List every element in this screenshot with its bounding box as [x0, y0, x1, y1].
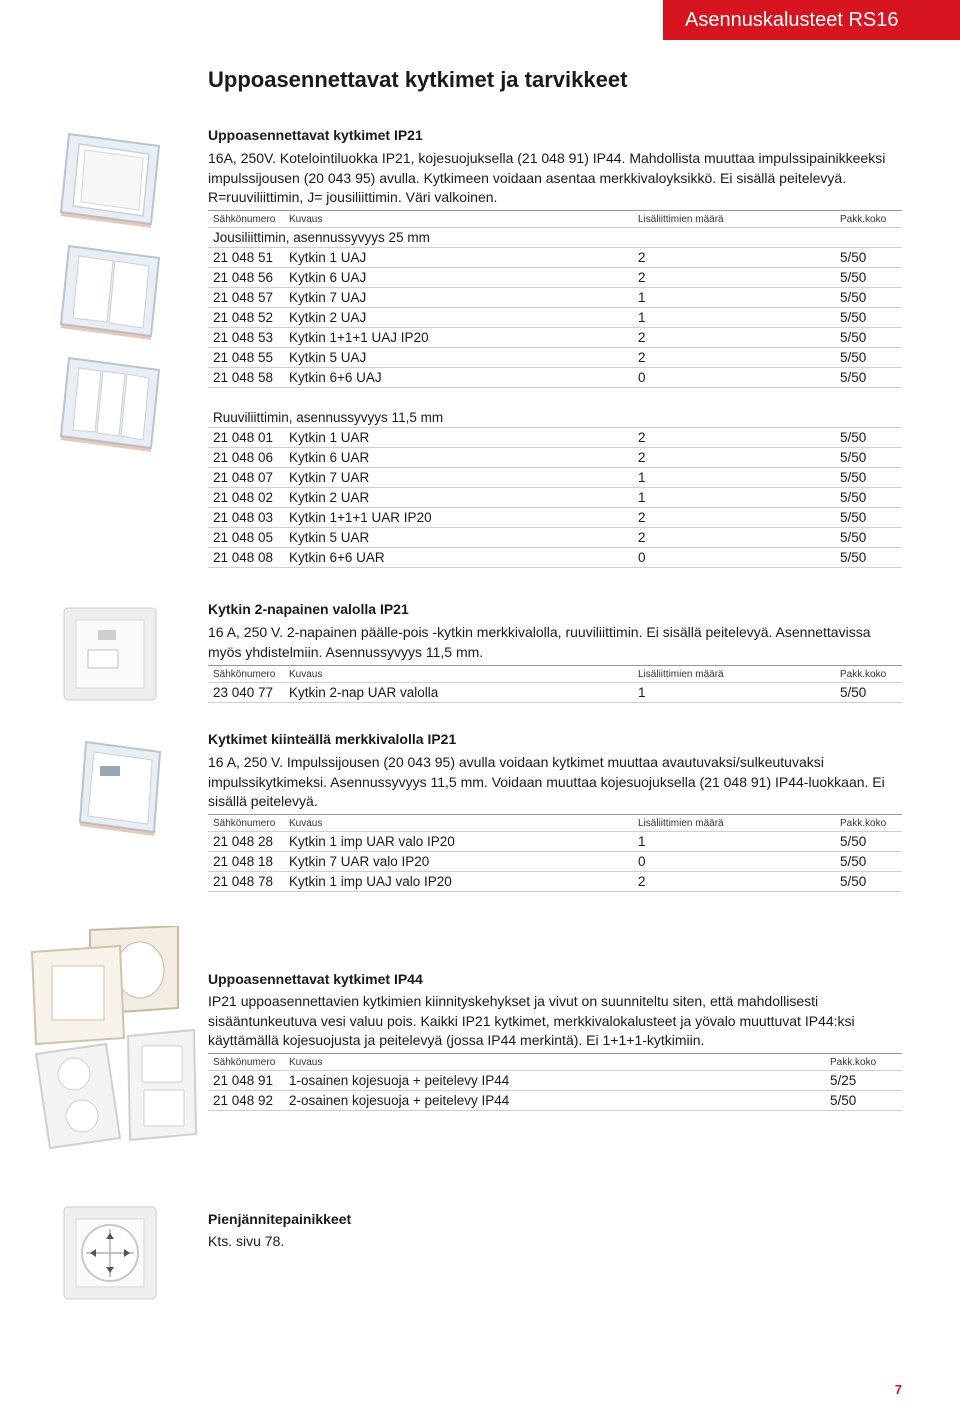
2pole-table-body [208, 683, 902, 703]
table-row [208, 1071, 902, 1091]
switch-double-image [55, 240, 165, 340]
table-cell: 5/50 [835, 308, 902, 328]
switch-2pole-light-image [62, 606, 158, 702]
table-cell: 21 048 01 [208, 428, 284, 448]
col-sahkonumero: Sähkönumero [208, 1054, 284, 1071]
table-cell: 2 [633, 448, 835, 468]
table-cell: Kytkin 7 UAR valo IP20 [284, 852, 633, 872]
table-cell: 23 040 77 [208, 683, 284, 703]
table-cell: 21 048 91 [208, 1071, 284, 1091]
table-cell: Kytkin 6 UAR [284, 448, 633, 468]
col-lisaliittimien: Lisäliittimien määrä [633, 666, 835, 683]
table-cell: Kytkin 1 imp UAJ valo IP20 [284, 872, 633, 892]
table-row [208, 348, 902, 368]
switch-fixed-light-image [78, 738, 164, 836]
table-row [208, 528, 902, 548]
table-cell: 21 048 55 [208, 348, 284, 368]
table-cell: 1 [633, 288, 835, 308]
table-cell: 2 [633, 348, 835, 368]
table-cell: 21 048 51 [208, 248, 284, 268]
table-spacer-cell [208, 388, 902, 409]
table-cell: 21 048 08 [208, 548, 284, 568]
header-brand-label: Asennuskalusteet RS16 [685, 8, 899, 31]
page-title: Uppoasennettavat kytkimet ja tarvikkeet [208, 67, 628, 92]
table-row [208, 832, 902, 852]
section-ip44-description: IP21 uppoasennettavien kytkimien kiinnityskehykset ja vivut on suunniteltu siten, että mahdollisesti sisääntunkeutuva vesi valuu pois. Kaikki IP21 kytkimet, merkkivalokalusteet ja yövalo muuttuvat IP44:ksi käyttämällä kojesuojusta ja peitelevyä (jossa IP44 merkintä). Ei 1+1+1-kytkimiin. [208, 993, 855, 1048]
table-row [208, 488, 902, 508]
table-row [208, 1091, 902, 1111]
table-row [208, 328, 902, 348]
table-cell: Kytkin 1 UAJ [284, 248, 633, 268]
table-cell: 5/50 [835, 328, 902, 348]
header-brand-tab [663, 0, 960, 40]
table-cell: 5/50 [835, 248, 902, 268]
ip44-cover-frames-image [28, 926, 204, 1154]
low-voltage-button-image [62, 1205, 158, 1301]
table-cell: 5/50 [835, 428, 902, 448]
table-group-label: Ruuviliittimin, asennussyvyys 11,5 mm [208, 408, 902, 428]
table-cell: Kytkin 2 UAR [284, 488, 633, 508]
table-cell: 5/50 [835, 468, 902, 488]
table-cell: 2 [633, 248, 835, 268]
table-cell: 21 048 53 [208, 328, 284, 348]
section-ip21-description: 16A, 250V. Kotelointiluokka IP21, kojesuojuksella (21 048 91) IP44. Mahdollista muuttaa impulssipainikkeeksi impulssijousen (20 043 95) avulla. Kytkimeen voidaan asentaa merkkivaloyksikkö. Ei sisällä peitelevyä. R=ruuviliittimin, J= jousiliittimin. Väri valkoinen. [208, 150, 886, 205]
col-kuvaus: Kuvaus [284, 815, 633, 832]
table-cell: 21 048 03 [208, 508, 284, 528]
table-cell: Kytkin 1 imp UAR valo IP20 [284, 832, 633, 852]
section-fixed-light-title: Kytkimet kiinteällä merkkivalolla IP21 [208, 731, 457, 747]
table-cell: 5/50 [835, 852, 902, 872]
table-row [208, 468, 902, 488]
table-cell: 2 [633, 872, 835, 892]
switch-triple-image [55, 352, 165, 452]
table-row [208, 308, 902, 328]
table-row [208, 368, 902, 388]
col-sahkonumero: Sähkönumero [208, 211, 284, 228]
table-cell: 21 048 05 [208, 528, 284, 548]
table-cell: 1 [633, 488, 835, 508]
ip21-product-table [208, 210, 902, 568]
table-cell: 5/50 [835, 488, 902, 508]
table-cell: 1 [633, 468, 835, 488]
table-row [208, 248, 902, 268]
table-cell: Kytkin 5 UAR [284, 528, 633, 548]
table-cell: 2 [633, 508, 835, 528]
table-cell: 2 [633, 528, 835, 548]
section-ip21-title: Uppoasennettavat kytkimet IP21 [208, 127, 423, 143]
col-pakkauskoko: Pakk.koko [835, 211, 902, 228]
table-cell: Kytkin 2-nap UAR valolla [284, 683, 633, 703]
table-cell: Kytkin 1 UAR [284, 428, 633, 448]
table-cell: 5/50 [835, 508, 902, 528]
table-cell: 2 [633, 328, 835, 348]
col-pakkauskoko: Pakk.koko [825, 1054, 902, 1071]
section-low-voltage-title: Pienjännitepainikkeet [208, 1211, 352, 1227]
ip21-table-body [208, 228, 902, 568]
table-row [208, 508, 902, 528]
table-cell: 21 048 56 [208, 268, 284, 288]
table-row [208, 872, 902, 892]
table-cell: 2 [633, 268, 835, 288]
table-cell: 0 [633, 548, 835, 568]
ip44-table-body [208, 1071, 902, 1111]
ip44-product-table [208, 1053, 902, 1111]
table-cell: 0 [633, 852, 835, 872]
table-cell: Kytkin 6+6 UAR [284, 548, 633, 568]
table-group-label: Jousiliittimin, asennussyvyys 25 mm [208, 228, 902, 248]
section-fixed-light-description: 16 A, 250 V. Impulssijousen (20 043 95) avulla voidaan kytkimet muuttaa avautuvaksi/sulkeutuvaksi impulssikytkimeksi. Asennussyvyys 11,5 mm. Voidaan muuttaa kojesuojuksella (21 048 91) IP44-luokkaan. Ei sisällä peitelevyä. [208, 754, 885, 809]
table-cell: 5/50 [835, 288, 902, 308]
switch-single-image [55, 128, 165, 228]
table-cell: Kytkin 5 UAJ [284, 348, 633, 368]
table-cell: Kytkin 7 UAJ [284, 288, 633, 308]
table-cell: 0 [633, 368, 835, 388]
table-cell: Kytkin 6+6 UAJ [284, 368, 633, 388]
table-cell: 1 [633, 308, 835, 328]
section-2pole-description: 16 A, 250 V. 2-napainen päälle-pois -kytkin merkkivalolla, ruuviliittimin. Ei sisällä peitelevyä. Asennettavissa myös yhdistelmiin. Asennussyvyys 11,5 mm. [208, 624, 871, 660]
table-group-row [208, 408, 902, 428]
table-header-row [208, 1054, 902, 1071]
page-number: 7 [894, 1382, 902, 1397]
col-lisaliittimien: Lisäliittimien määrä [633, 815, 835, 832]
col-pakkauskoko: Pakk.koko [835, 666, 902, 683]
col-pakkauskoko: Pakk.koko [835, 815, 902, 832]
col-sahkonumero: Sähkönumero [208, 666, 284, 683]
col-kuvaus: Kuvaus [284, 1054, 825, 1071]
table-cell: 5/50 [835, 548, 902, 568]
table-cell: 5/50 [835, 528, 902, 548]
col-sahkonumero: Sähkönumero [208, 815, 284, 832]
table-cell: Kytkin 6 UAJ [284, 268, 633, 288]
table-cell: 5/50 [825, 1091, 902, 1111]
section-2pole-title: Kytkin 2-napainen valolla IP21 [208, 601, 409, 617]
col-kuvaus: Kuvaus [284, 666, 633, 683]
table-cell: 5/50 [835, 832, 902, 852]
col-kuvaus: Kuvaus [284, 211, 633, 228]
table-cell: 21 048 02 [208, 488, 284, 508]
table-cell: 5/50 [835, 872, 902, 892]
table-cell: 5/50 [835, 683, 902, 703]
fixed-light-product-table [208, 814, 902, 892]
table-cell: 2 [633, 428, 835, 448]
table-cell: 5/50 [835, 368, 902, 388]
table-row [208, 683, 902, 703]
table-cell: 21 048 07 [208, 468, 284, 488]
section-low-voltage-reference: Kts. sivu 78. [208, 1233, 285, 1249]
col-lisaliittimien: Lisäliittimien määrä [633, 211, 835, 228]
table-cell: 21 048 57 [208, 288, 284, 308]
table-cell: Kytkin 1+1+1 UAR IP20 [284, 508, 633, 528]
table-cell: 5/50 [835, 448, 902, 468]
table-cell: Kytkin 2 UAJ [284, 308, 633, 328]
table-cell: 5/50 [835, 268, 902, 288]
table-cell: 5/50 [835, 348, 902, 368]
table-header-row [208, 815, 902, 832]
2pole-product-table [208, 665, 902, 703]
table-cell: 1-osainen kojesuoja + peitelevy IP44 [284, 1071, 825, 1091]
table-row [208, 288, 902, 308]
table-row [208, 448, 902, 468]
table-cell: 21 048 52 [208, 308, 284, 328]
table-header-row [208, 666, 902, 683]
table-row [208, 852, 902, 872]
table-cell: 5/25 [825, 1071, 902, 1091]
table-header-row [208, 211, 902, 228]
table-cell: 21 048 06 [208, 448, 284, 468]
fixed-light-table-body [208, 832, 902, 892]
table-cell: 1 [633, 832, 835, 852]
table-spacer [208, 388, 902, 409]
table-cell: 21 048 78 [208, 872, 284, 892]
table-row [208, 548, 902, 568]
table-cell: Kytkin 7 UAR [284, 468, 633, 488]
table-cell: 21 048 28 [208, 832, 284, 852]
table-cell: 2-osainen kojesuoja + peitelevy IP44 [284, 1091, 825, 1111]
table-cell: 21 048 92 [208, 1091, 284, 1111]
table-cell: Kytkin 1+1+1 UAJ IP20 [284, 328, 633, 348]
table-cell: 1 [633, 683, 835, 703]
section-ip44-title: Uppoasennettavat kytkimet IP44 [208, 971, 423, 987]
table-cell: 21 048 18 [208, 852, 284, 872]
table-row [208, 268, 902, 288]
table-cell: 21 048 58 [208, 368, 284, 388]
table-group-row [208, 228, 902, 248]
table-row [208, 428, 902, 448]
